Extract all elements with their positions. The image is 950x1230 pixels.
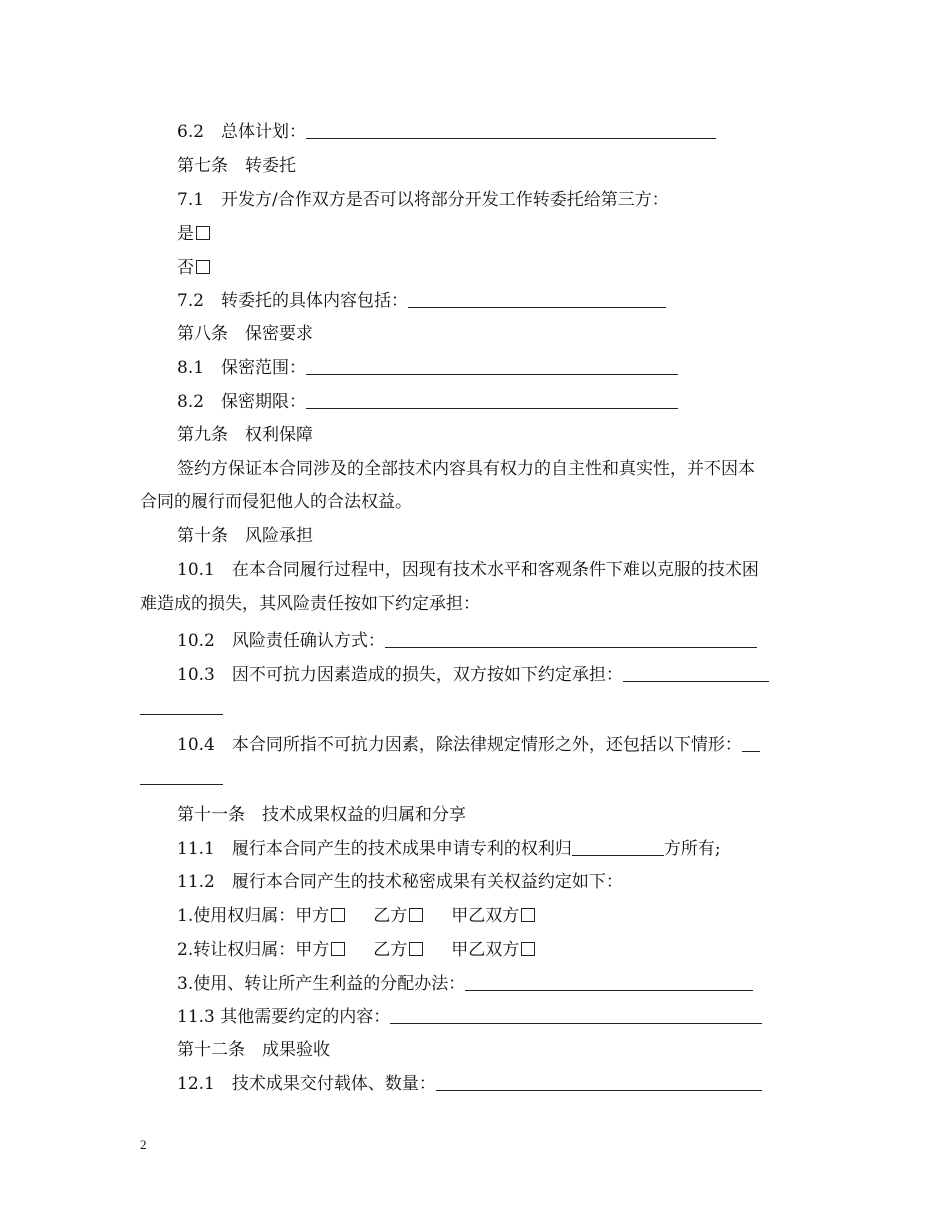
fill-blank[interactable] xyxy=(623,664,769,682)
fill-blank[interactable] xyxy=(465,973,753,991)
clause-7-2 xyxy=(177,290,666,312)
row-label: 1.使用权归属： xyxy=(177,906,296,926)
clause-text: 8.2 保密期限： xyxy=(177,392,307,412)
checkbox-party-b[interactable] xyxy=(409,942,423,956)
transfer-right-ownership xyxy=(177,939,535,961)
party-a-label: 甲方 xyxy=(295,906,330,926)
clause-text: 6.2 总体计划： xyxy=(177,122,307,142)
clause-10-1-cont: 难造成的损失，其风险责任按如下约定承担： xyxy=(140,594,480,614)
article-10-heading: 第十条 风险承担 xyxy=(177,526,313,546)
checkbox-both[interactable] xyxy=(521,942,535,956)
checkbox-party-b[interactable] xyxy=(409,908,423,922)
fill-blank[interactable] xyxy=(140,767,223,785)
article-11-heading: 第十一条 技术成果权益的归属和分享 xyxy=(177,805,466,825)
benefit-distribution xyxy=(177,973,753,995)
clause-10-4-blank-cont xyxy=(140,767,223,789)
clause-text: 11.3 其他需要约定的内容： xyxy=(177,1007,391,1027)
option-label: 是 xyxy=(177,224,194,244)
fill-blank[interactable] xyxy=(306,391,678,409)
clause-text: 10.3 因不可抗力因素造成的损失，双方按如下约定承担： xyxy=(177,665,623,685)
clause-text-end: 方所有; xyxy=(663,839,721,859)
clause-text: 3.使用、转让所产生利益的分配办法： xyxy=(177,974,466,994)
checkbox[interactable] xyxy=(196,226,210,240)
fill-blank[interactable] xyxy=(385,630,757,648)
fill-blank[interactable] xyxy=(140,697,223,715)
page-number: 2 xyxy=(140,1137,147,1152)
clause-8-2 xyxy=(177,391,678,413)
checkbox-party-a[interactable] xyxy=(331,942,345,956)
clause-text: 12.1 技术成果交付载体、数量： xyxy=(177,1074,436,1094)
fill-blank[interactable] xyxy=(572,838,664,856)
fill-blank[interactable] xyxy=(306,121,716,139)
clause-text: 7.2 转委托的具体内容包括： xyxy=(177,291,409,311)
fill-blank[interactable] xyxy=(742,734,760,752)
fill-blank[interactable] xyxy=(306,357,678,375)
clause-6-2 xyxy=(177,121,716,143)
clause-11-3 xyxy=(177,1006,762,1028)
checkbox[interactable] xyxy=(196,260,210,274)
option-yes xyxy=(177,223,210,245)
fill-blank[interactable] xyxy=(390,1006,762,1024)
both-parties-label: 甲乙双方 xyxy=(451,940,520,960)
checkbox-party-a[interactable] xyxy=(331,908,345,922)
clause-10-2 xyxy=(177,630,757,652)
fill-blank[interactable] xyxy=(408,290,666,308)
clause-12-1 xyxy=(177,1073,762,1095)
party-a-label: 甲方 xyxy=(295,940,330,960)
clause-7-1: 7.1 开发方/合作双方是否可以将部分开发工作转委托给第三方： xyxy=(177,190,669,210)
clause-10-3-blank-cont xyxy=(140,697,223,719)
row-label: 2.转让权归属： xyxy=(177,940,296,960)
party-b-label: 乙方 xyxy=(373,940,408,960)
article-8-heading: 第八条 保密要求 xyxy=(177,324,313,344)
option-no xyxy=(177,257,210,279)
clause-10-4 xyxy=(177,734,760,756)
option-label: 否 xyxy=(177,258,194,278)
checkbox-both[interactable] xyxy=(521,908,535,922)
clause-text: 10.4 本合同所指不可抗力因素，除法律规定情形之外，还包括以下情形： xyxy=(177,735,742,755)
clause-10-1: 10.1 在本合同履行过程中，因现有技术水平和客观条件下难以克服的技术困 xyxy=(177,560,759,580)
party-b-label: 乙方 xyxy=(373,906,408,926)
article-7-heading: 第七条 转委托 xyxy=(177,156,296,176)
clause-text: 11.1 履行本合同产生的技术成果申请专利的权利归 xyxy=(177,839,572,859)
clause-text: 8.1 保密范围： xyxy=(177,358,307,378)
use-right-ownership xyxy=(177,905,535,927)
clause-text: 10.2 风险责任确认方式： xyxy=(177,631,385,651)
article-9-body-1: 签约方保证本合同涉及的全部技术内容具有权力的自主性和真实性，并不因本 xyxy=(177,459,755,479)
clause-8-1 xyxy=(177,357,678,379)
article-9-heading: 第九条 权利保障 xyxy=(177,425,313,445)
clause-11-1 xyxy=(177,838,721,860)
clause-10-3 xyxy=(177,664,769,686)
clause-11-2: 11.2 履行本合同产生的技术秘密成果有关权益约定如下： xyxy=(177,872,623,892)
both-parties-label: 甲乙双方 xyxy=(451,906,520,926)
article-9-body-2: 合同的履行而侵犯他人的合法权益。 xyxy=(140,492,412,512)
fill-blank[interactable] xyxy=(436,1073,762,1091)
article-12-heading: 第十二条 成果验收 xyxy=(177,1040,330,1060)
